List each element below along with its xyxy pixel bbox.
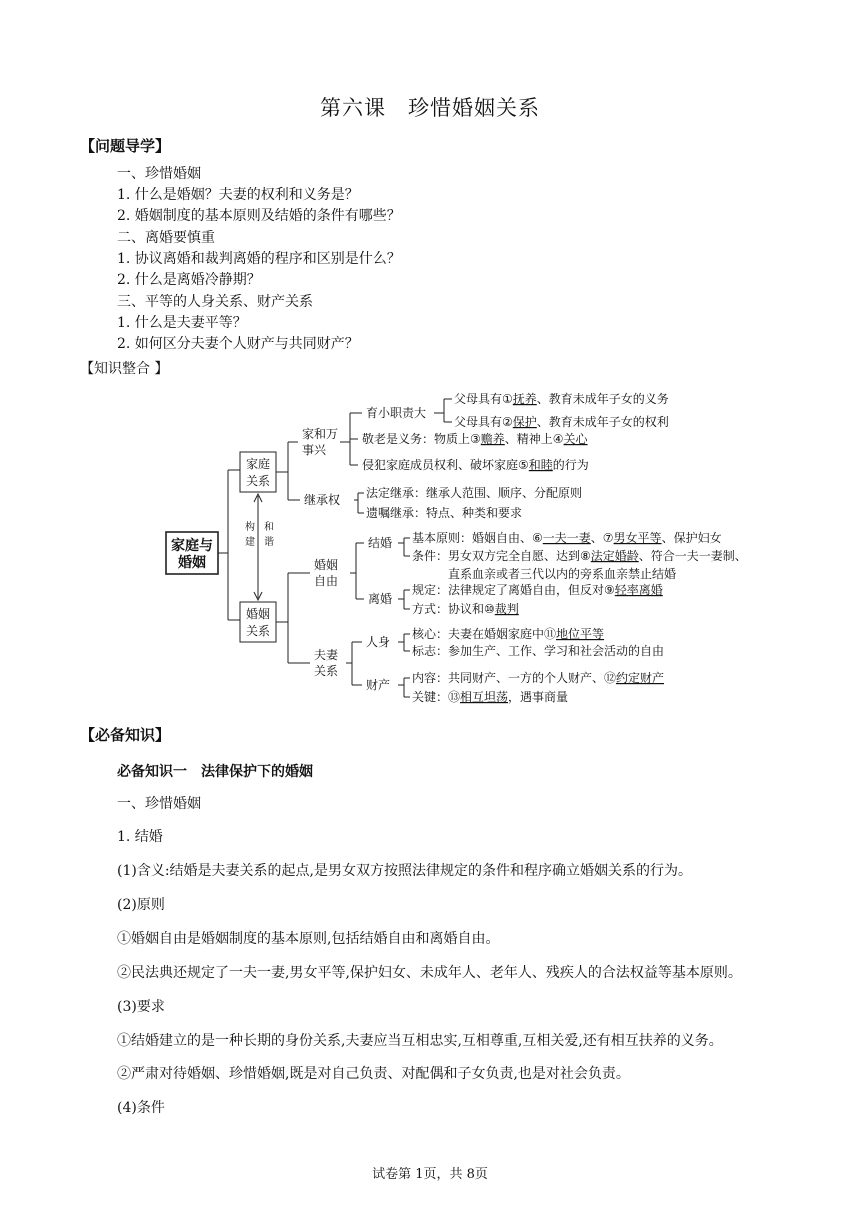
wed-condition: 条件：男女双方完全自愿、达到⑧法定婚龄、符合一夫一妻制、 xyxy=(412,549,747,563)
guide-line: 1. 什么是婚姻？夫妻的权利和义务是？ xyxy=(117,187,359,203)
essential-heading: 【必备知识】 xyxy=(80,726,171,744)
wed-condition-2: 直系血亲或者三代以内的旁系血亲禁止结婚 xyxy=(448,567,677,581)
property-key: 关键：⑬相互坦荡，遇事商量 xyxy=(412,690,569,704)
guide-heading: 【问题导学】 xyxy=(80,137,171,155)
raise-line-2: 父母具有②保护、教育未成年子女的权利 xyxy=(454,415,669,429)
inherit-legal: 法定继承：继承人范围、顺序、分配原则 xyxy=(366,486,583,500)
property-node: 财产 xyxy=(366,678,391,692)
wed-principle: 基本原则：婚姻自由、⑥一夫一妻、⑦男女平等、保护妇女 xyxy=(412,531,722,545)
freedom-node-1: 婚姻 xyxy=(314,558,339,572)
guide-line: 2. 如何区分夫妻个人财产与共同财产？ xyxy=(117,336,359,352)
essential-line: ②严肃对待婚姻、珍惜婚姻,既是对自己负责、对配偶和子女负责,也是对社会负责。 xyxy=(117,1066,630,1082)
essential-line: (4)条件 xyxy=(117,1100,165,1116)
essential-line: 一、珍惜婚姻 xyxy=(117,796,201,812)
essential-line: 1. 结婚 xyxy=(117,829,163,845)
essential-subheading: 必备知识一 法律保护下的婚姻 xyxy=(117,764,313,780)
essential-line: (1)含义:结婚是夫妻关系的起点,是男女双方按照法律规定的条件和程序确立婚姻关系的行为。 xyxy=(117,863,692,879)
wed-node: 结婚 xyxy=(368,536,393,550)
root-label-2: 婚姻 xyxy=(178,555,206,571)
elder-line: 敬老是义务：物质上③赡养、精神上④关心 xyxy=(362,432,588,446)
page-footer: 试卷第 1页，共 8页 xyxy=(372,1167,488,1182)
infringe-line: 侵犯家庭成员权利、破坏家庭⑤和睦的行为 xyxy=(362,458,589,472)
marriage-label-2: 关系 xyxy=(245,624,271,638)
couple-node-1: 夫妻 xyxy=(314,648,339,662)
essential-line: (3)要求 xyxy=(117,999,165,1015)
family-label-1: 家庭 xyxy=(245,457,271,471)
person-core: 核心：夫妻在婚姻家庭中⑪地位平等 xyxy=(412,627,605,641)
build-label-2: 建 xyxy=(245,537,255,548)
guide-line: 一、珍惜婚姻 xyxy=(117,166,201,182)
inherit-node: 继承权 xyxy=(304,493,341,507)
essential-line: (2)原则 xyxy=(117,897,165,913)
harmony-node-1: 家和万 xyxy=(302,427,339,441)
essential-line: ①婚姻自由是婚姻制度的基本原则,包括结婚自由和离婚自由。 xyxy=(117,931,500,947)
harmony-node-2: 事兴 xyxy=(302,443,327,457)
person-node: 人身 xyxy=(366,635,391,649)
root-label-1: 家庭与 xyxy=(171,538,213,554)
integration-heading: 【知识整合 】 xyxy=(80,361,169,377)
raise-line-1: 父母具有①抚养、教育未成年子女的义务 xyxy=(454,392,669,406)
guide-line: 三、平等的人身关系、财产关系 xyxy=(117,294,313,310)
harmony-label-2: 谐 xyxy=(264,537,274,548)
guide-line: 1. 什么是夫妻平等？ xyxy=(117,315,247,331)
divorce-way: 方式：协议和⑩裁判 xyxy=(412,602,519,616)
property-content: 内容：共同财产、一方的个人财产、⑫约定财产 xyxy=(412,671,665,685)
guide-line: 1. 协议离婚和裁判离婚的程序和区别是什么？ xyxy=(117,251,401,267)
harmony-label-1: 和 xyxy=(264,522,274,533)
build-label-1: 构 xyxy=(245,522,255,533)
essential-line: ②民法典还规定了一夫一妻,男女平等,保护妇女、未成年人、老年人、残疾人的合法权益等基本原则。 xyxy=(117,965,742,981)
divorce-node: 离婚 xyxy=(368,592,393,606)
page-title: 第六课 珍惜婚姻关系 xyxy=(320,96,540,120)
couple-node-2: 关系 xyxy=(314,664,339,678)
guide-line: 二、离婚要慎重 xyxy=(117,230,215,246)
guide-line: 2. 什么是离婚冷静期？ xyxy=(117,272,261,288)
guide-line: 2. 婚姻制度的基本原则及结婚的条件有哪些？ xyxy=(117,208,401,224)
essential-line: ①结婚建立的是一种长期的身份关系,夫妻应当互相忠实,互相尊重,互相关爱,还有相互扶养的义务。 xyxy=(117,1033,723,1049)
freedom-node-2: 自由 xyxy=(314,574,339,588)
person-mark: 标志：参加生产、工作、学习和社会活动的自由 xyxy=(412,644,665,658)
raise-node: 育小职责大 xyxy=(366,406,427,420)
knowledge-map xyxy=(0,380,860,710)
family-label-2: 关系 xyxy=(245,474,271,488)
divorce-rule: 规定：法律规定了离婚自由，但反对⑨轻率离婚 xyxy=(412,583,663,597)
inherit-will: 遗嘱继承：特点、种类和要求 xyxy=(366,506,523,520)
marriage-label-1: 婚姻 xyxy=(245,607,271,621)
